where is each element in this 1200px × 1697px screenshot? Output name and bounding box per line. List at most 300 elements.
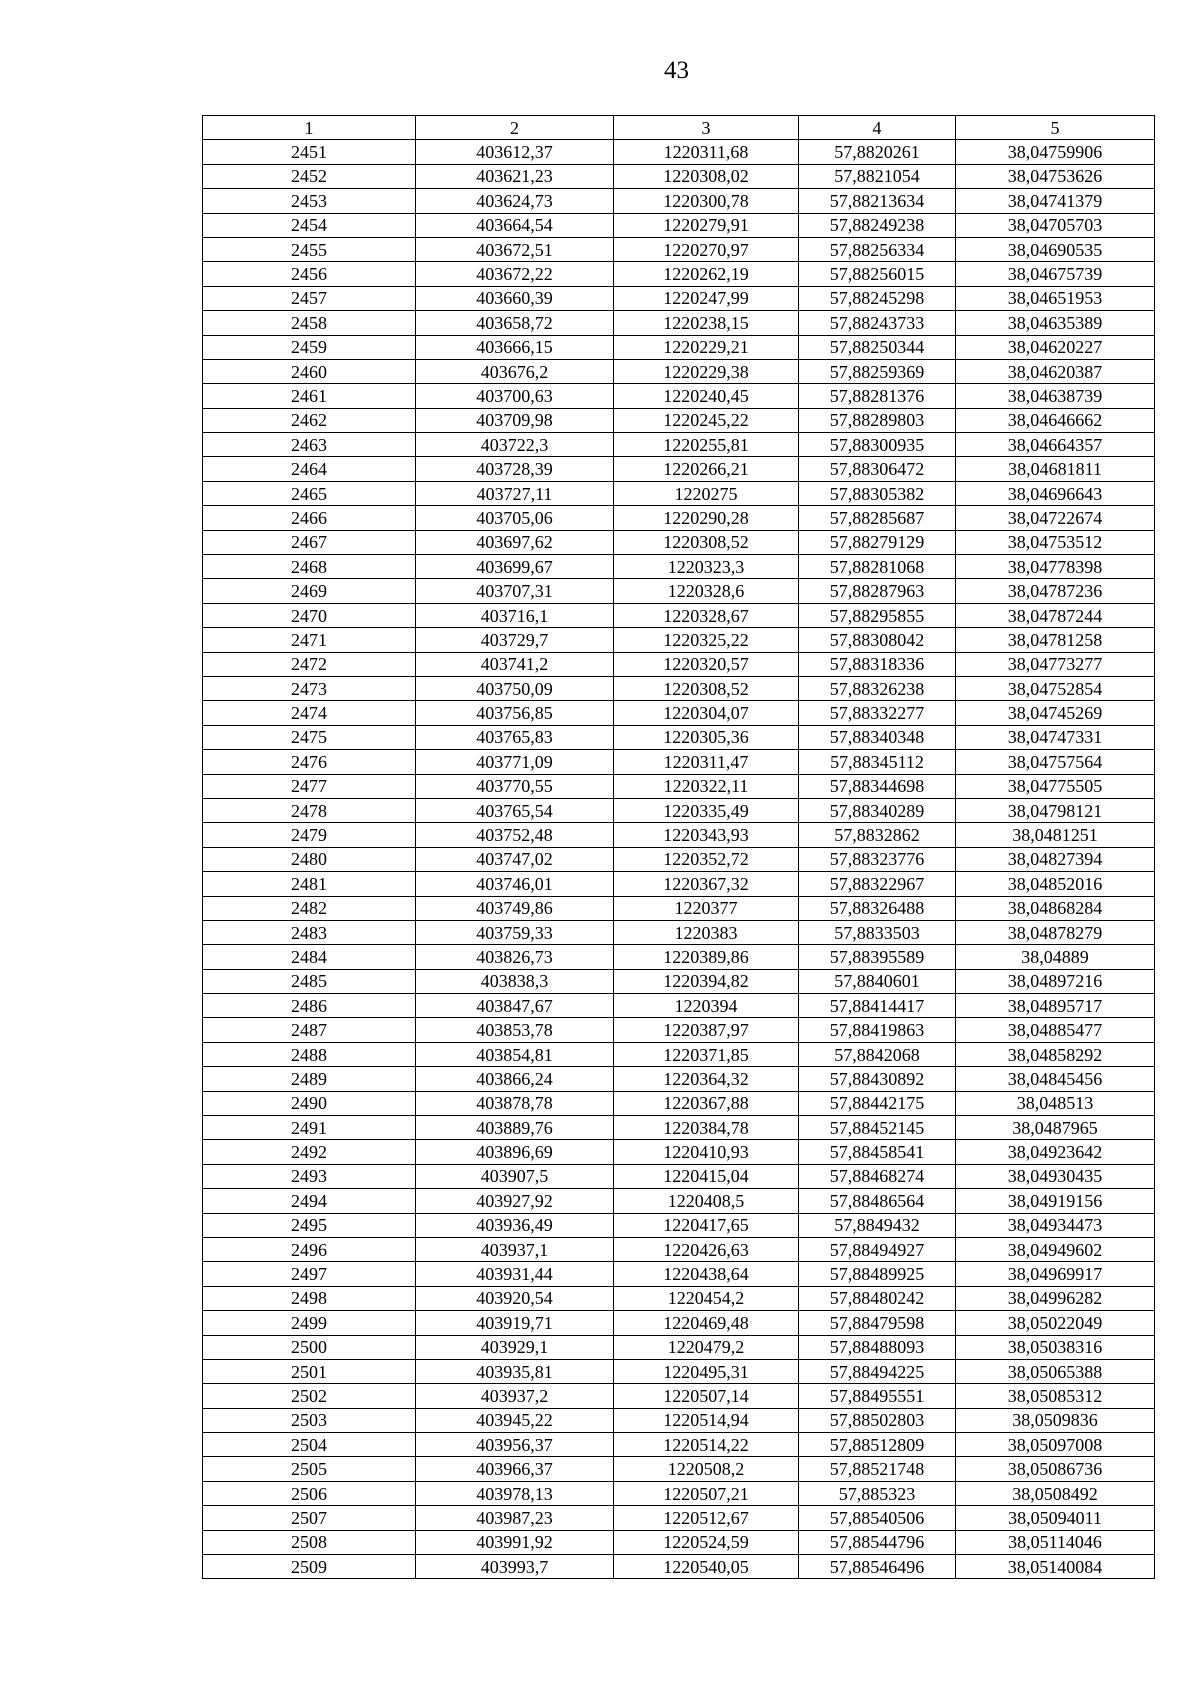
table-cell: 38,04969917	[956, 1262, 1155, 1286]
table-cell: 57,88256015	[799, 262, 956, 286]
table-cell: 403709,98	[416, 408, 614, 432]
table-cell: 38,04745269	[956, 701, 1155, 725]
table-cell: 2469	[203, 579, 416, 603]
table-cell: 57,88281068	[799, 555, 956, 579]
table-cell: 1220479,2	[614, 1335, 799, 1359]
table-cell: 2461	[203, 384, 416, 408]
table-cell: 403749,86	[416, 896, 614, 920]
table-cell: 1220305,36	[614, 725, 799, 749]
table-cell: 1220408,5	[614, 1189, 799, 1213]
table-cell: 2472	[203, 652, 416, 676]
table-cell: 403624,73	[416, 189, 614, 213]
table-cell: 403945,22	[416, 1408, 614, 1432]
table-cell: 403826,73	[416, 945, 614, 969]
table-row	[203, 1018, 1155, 1042]
table-cell: 2497	[203, 1262, 416, 1286]
table-row	[203, 335, 1155, 359]
table-cell: 403750,09	[416, 676, 614, 700]
table-row	[203, 872, 1155, 896]
table-cell: 57,88544796	[799, 1530, 956, 1554]
table-row	[203, 1237, 1155, 1261]
table-cell: 38,04757564	[956, 750, 1155, 774]
table-row	[203, 847, 1155, 871]
table-cell: 403966,37	[416, 1457, 614, 1481]
table-cell: 2473	[203, 676, 416, 700]
table-row	[203, 286, 1155, 310]
table-cell: 57,88332277	[799, 701, 956, 725]
table-cell: 2451	[203, 140, 416, 164]
table-cell: 57,88213634	[799, 189, 956, 213]
table-row	[203, 1555, 1155, 1579]
table-row	[203, 1335, 1155, 1359]
table-cell: 403907,5	[416, 1164, 614, 1188]
table-cell: 38,04759906	[956, 140, 1155, 164]
table-cell: 57,88326238	[799, 676, 956, 700]
table-cell: 1220247,99	[614, 286, 799, 310]
table-cell: 38,04895717	[956, 994, 1155, 1018]
table-cell: 2487	[203, 1018, 416, 1042]
table-cell: 2501	[203, 1359, 416, 1383]
table-row	[203, 652, 1155, 676]
table-cell: 57,88502803	[799, 1408, 956, 1432]
table-cell: 2506	[203, 1481, 416, 1505]
table-cell: 403741,2	[416, 652, 614, 676]
table-header-row	[203, 116, 1155, 140]
table-cell: 1220508,2	[614, 1457, 799, 1481]
table-cell: 57,88488093	[799, 1335, 956, 1359]
table-cell: 403853,78	[416, 1018, 614, 1042]
table-cell: 403722,3	[416, 433, 614, 457]
table-cell: 57,88259369	[799, 359, 956, 383]
table-cell: 1220308,52	[614, 676, 799, 700]
table-row	[203, 1140, 1155, 1164]
table-row	[203, 384, 1155, 408]
table-cell: 1220262,19	[614, 262, 799, 286]
table-row	[203, 603, 1155, 627]
table-cell: 38,04752854	[956, 676, 1155, 700]
table-cell: 38,04773277	[956, 652, 1155, 676]
table-cell: 38,04930435	[956, 1164, 1155, 1188]
table-cell: 2478	[203, 798, 416, 822]
table-cell: 1220328,67	[614, 603, 799, 627]
table-cell: 57,88245298	[799, 286, 956, 310]
table-row	[203, 750, 1155, 774]
table-cell: 403705,06	[416, 506, 614, 530]
table-row	[203, 555, 1155, 579]
table-row	[203, 433, 1155, 457]
table-row	[203, 1384, 1155, 1408]
table-cell: 57,88308042	[799, 628, 956, 652]
table-cell: 38,04690535	[956, 237, 1155, 261]
table-cell: 403676,2	[416, 359, 614, 383]
table-cell: 1220275	[614, 481, 799, 505]
table-cell: 57,88322967	[799, 872, 956, 896]
table-cell: 1220311,68	[614, 140, 799, 164]
table-cell: 1220426,63	[614, 1237, 799, 1261]
table-cell: 403658,72	[416, 311, 614, 335]
table-cell: 57,8833503	[799, 920, 956, 944]
table-cell: 403727,11	[416, 481, 614, 505]
table-cell: 57,88540506	[799, 1506, 956, 1530]
table-cell: 1220255,81	[614, 433, 799, 457]
table-cell: 1220322,11	[614, 774, 799, 798]
table-cell: 57,88287963	[799, 579, 956, 603]
table-cell: 2481	[203, 872, 416, 896]
table-cell: 38,04753512	[956, 530, 1155, 554]
table-cell: 57,88452145	[799, 1116, 956, 1140]
table-cell: 38,04651953	[956, 286, 1155, 310]
table-cell: 57,88305382	[799, 481, 956, 505]
table-cell: 403889,76	[416, 1116, 614, 1140]
table-cell: 1220229,38	[614, 359, 799, 383]
column-header: 1	[203, 116, 416, 140]
table-cell: 57,88521748	[799, 1457, 956, 1481]
table-cell: 57,88279129	[799, 530, 956, 554]
column-header: 2	[416, 116, 614, 140]
table-cell: 2464	[203, 457, 416, 481]
table-row	[203, 530, 1155, 554]
table-row	[203, 237, 1155, 261]
table-cell: 403747,02	[416, 847, 614, 871]
table-cell: 1220507,21	[614, 1481, 799, 1505]
table-cell: 38,04827394	[956, 847, 1155, 871]
table-cell: 2468	[203, 555, 416, 579]
table-cell: 57,88512809	[799, 1433, 956, 1457]
table-cell: 38,04858292	[956, 1042, 1155, 1066]
table-cell: 38,05094011	[956, 1506, 1155, 1530]
table-cell: 38,04878279	[956, 920, 1155, 944]
table-cell: 57,88442175	[799, 1091, 956, 1115]
table-row	[203, 920, 1155, 944]
table-cell: 1220415,04	[614, 1164, 799, 1188]
table-cell: 38,04885477	[956, 1018, 1155, 1042]
table-cell: 2485	[203, 969, 416, 993]
table-cell: 38,04787244	[956, 603, 1155, 627]
table-cell: 57,88250344	[799, 335, 956, 359]
table-cell: 2463	[203, 433, 416, 457]
table-cell: 1220377	[614, 896, 799, 920]
table-cell: 1220495,31	[614, 1359, 799, 1383]
table-cell: 38,04868284	[956, 896, 1155, 920]
table-cell: 2507	[203, 1506, 416, 1530]
table-row	[203, 579, 1155, 603]
table-cell: 403937,2	[416, 1384, 614, 1408]
table-cell: 2471	[203, 628, 416, 652]
table-cell: 403993,7	[416, 1555, 614, 1579]
table-cell: 1220383	[614, 920, 799, 944]
table-cell: 38,04798121	[956, 798, 1155, 822]
table-cell: 38,04635389	[956, 311, 1155, 335]
table-cell: 2462	[203, 408, 416, 432]
table-cell: 38,0487965	[956, 1116, 1155, 1140]
table-cell: 1220304,07	[614, 701, 799, 725]
table-cell: 57,88546496	[799, 1555, 956, 1579]
table-cell: 57,8820261	[799, 140, 956, 164]
table-cell: 38,04787236	[956, 579, 1155, 603]
table-cell: 57,88340348	[799, 725, 956, 749]
table-cell: 403672,51	[416, 237, 614, 261]
table-cell: 38,04646662	[956, 408, 1155, 432]
table-cell: 1220367,88	[614, 1091, 799, 1115]
table-cell: 38,0481251	[956, 823, 1155, 847]
table-cell: 403927,92	[416, 1189, 614, 1213]
table-cell: 57,88306472	[799, 457, 956, 481]
table-row	[203, 945, 1155, 969]
table-cell: 403765,83	[416, 725, 614, 749]
table-cell: 2498	[203, 1286, 416, 1310]
table-cell: 403699,67	[416, 555, 614, 579]
table-cell: 57,8832862	[799, 823, 956, 847]
table-cell: 403700,63	[416, 384, 614, 408]
table-cell: 2490	[203, 1091, 416, 1115]
table-cell: 2452	[203, 164, 416, 188]
table-cell: 2482	[203, 896, 416, 920]
table-row	[203, 213, 1155, 237]
table-cell: 57,88249238	[799, 213, 956, 237]
table-cell: 403756,85	[416, 701, 614, 725]
table-cell: 38,04620387	[956, 359, 1155, 383]
table-cell: 38,05065388	[956, 1359, 1155, 1383]
table-cell: 57,88494927	[799, 1237, 956, 1261]
table-cell: 1220371,85	[614, 1042, 799, 1066]
table-cell: 2456	[203, 262, 416, 286]
table-row	[203, 1311, 1155, 1335]
table-cell: 403987,23	[416, 1506, 614, 1530]
table-row	[203, 1457, 1155, 1481]
table-row	[203, 1359, 1155, 1383]
table-cell: 403935,81	[416, 1359, 614, 1383]
table-cell: 2494	[203, 1189, 416, 1213]
table-cell: 1220514,94	[614, 1408, 799, 1432]
table-cell: 2495	[203, 1213, 416, 1237]
table-cell: 57,88480242	[799, 1286, 956, 1310]
table-row	[203, 676, 1155, 700]
table-cell: 403919,71	[416, 1311, 614, 1335]
table-cell: 57,88419863	[799, 1018, 956, 1042]
table-cell: 57,88458541	[799, 1140, 956, 1164]
table-cell: 2460	[203, 359, 416, 383]
table-row	[203, 262, 1155, 286]
table-cell: 57,8840601	[799, 969, 956, 993]
table-cell: 403931,44	[416, 1262, 614, 1286]
table-row	[203, 1116, 1155, 1140]
table-cell: 2493	[203, 1164, 416, 1188]
table-cell: 57,885323	[799, 1481, 956, 1505]
table-cell: 1220300,78	[614, 189, 799, 213]
table-cell: 2458	[203, 311, 416, 335]
table-cell: 2477	[203, 774, 416, 798]
table-row	[203, 1481, 1155, 1505]
table-cell: 403937,1	[416, 1237, 614, 1261]
table-cell: 403920,54	[416, 1286, 614, 1310]
table-cell: 1220384,78	[614, 1116, 799, 1140]
table-cell: 2475	[203, 725, 416, 749]
table-cell: 2467	[203, 530, 416, 554]
table-row	[203, 1091, 1155, 1115]
table-cell: 403707,31	[416, 579, 614, 603]
table-cell: 403936,49	[416, 1213, 614, 1237]
table-cell: 403752,48	[416, 823, 614, 847]
table-cell: 2488	[203, 1042, 416, 1066]
table-row	[203, 1408, 1155, 1432]
table-cell: 1220387,97	[614, 1018, 799, 1042]
table-cell: 57,88479598	[799, 1311, 956, 1335]
table-cell: 38,04934473	[956, 1213, 1155, 1237]
table-row	[203, 1262, 1155, 1286]
table-cell: 403878,78	[416, 1091, 614, 1115]
table-cell: 403621,23	[416, 164, 614, 188]
table-cell: 2465	[203, 481, 416, 505]
table-row	[203, 189, 1155, 213]
table-cell: 38,04722674	[956, 506, 1155, 530]
table-row	[203, 994, 1155, 1018]
table-cell: 1220394	[614, 994, 799, 1018]
table-row	[203, 969, 1155, 993]
table-cell: 38,04775505	[956, 774, 1155, 798]
table-cell: 57,8842068	[799, 1042, 956, 1066]
table-row	[203, 1042, 1155, 1066]
table-cell: 1220540,05	[614, 1555, 799, 1579]
table-row	[203, 798, 1155, 822]
table-cell: 38,04897216	[956, 969, 1155, 993]
table-row	[203, 457, 1155, 481]
table-row	[203, 701, 1155, 725]
table-cell: 2502	[203, 1384, 416, 1408]
table-cell: 403978,13	[416, 1481, 614, 1505]
table-cell: 403854,81	[416, 1042, 614, 1066]
table-cell: 2504	[203, 1433, 416, 1457]
table-cell: 38,04845456	[956, 1067, 1155, 1091]
table-cell: 2508	[203, 1530, 416, 1554]
table-cell: 1220512,67	[614, 1506, 799, 1530]
table-cell: 1220320,57	[614, 652, 799, 676]
table-cell: 403866,24	[416, 1067, 614, 1091]
table-row	[203, 311, 1155, 335]
table-cell: 38,05140084	[956, 1555, 1155, 1579]
table-cell: 38,05114046	[956, 1530, 1155, 1554]
table-cell: 57,88345112	[799, 750, 956, 774]
table-cell: 403746,01	[416, 872, 614, 896]
table-cell: 2474	[203, 701, 416, 725]
table-cell: 1220308,02	[614, 164, 799, 188]
table-row	[203, 1286, 1155, 1310]
table-cell: 38,0509836	[956, 1408, 1155, 1432]
table-cell: 38,05097008	[956, 1433, 1155, 1457]
table-cell: 1220514,22	[614, 1433, 799, 1457]
table-cell: 57,88326488	[799, 896, 956, 920]
table-cell: 1220325,22	[614, 628, 799, 652]
table-cell: 1220308,52	[614, 530, 799, 554]
table-cell: 57,8821054	[799, 164, 956, 188]
table-cell: 403728,39	[416, 457, 614, 481]
table-cell: 38,04638739	[956, 384, 1155, 408]
table-cell: 403929,1	[416, 1335, 614, 1359]
table-cell: 1220270,97	[614, 237, 799, 261]
table-cell: 38,04681811	[956, 457, 1155, 481]
table-cell: 1220311,47	[614, 750, 799, 774]
table-row	[203, 774, 1155, 798]
table-cell: 1220240,45	[614, 384, 799, 408]
table-cell: 1220238,15	[614, 311, 799, 335]
table-cell: 2470	[203, 603, 416, 627]
table-cell: 38,04696643	[956, 481, 1155, 505]
table-cell: 2457	[203, 286, 416, 310]
column-header: 4	[799, 116, 956, 140]
table-cell: 2484	[203, 945, 416, 969]
table-cell: 57,88495551	[799, 1384, 956, 1408]
table-row	[203, 408, 1155, 432]
table-cell: 2492	[203, 1140, 416, 1164]
table-row	[203, 359, 1155, 383]
table-cell: 403716,1	[416, 603, 614, 627]
table-cell: 2454	[203, 213, 416, 237]
table-cell: 2453	[203, 189, 416, 213]
table-cell: 403896,69	[416, 1140, 614, 1164]
coordinates-table	[202, 115, 1155, 1579]
table-cell: 38,05022049	[956, 1311, 1155, 1335]
table-cell: 2503	[203, 1408, 416, 1432]
table-cell: 2491	[203, 1116, 416, 1140]
table-cell: 38,04781258	[956, 628, 1155, 652]
table-cell: 403612,37	[416, 140, 614, 164]
table-cell: 57,88395589	[799, 945, 956, 969]
table-cell: 2483	[203, 920, 416, 944]
table-cell: 403770,55	[416, 774, 614, 798]
table-row	[203, 1213, 1155, 1237]
table-cell: 57,88414417	[799, 994, 956, 1018]
table-cell: 1220394,82	[614, 969, 799, 993]
table-cell: 38,04753626	[956, 164, 1155, 188]
table-cell: 403660,39	[416, 286, 614, 310]
table-cell: 2466	[203, 506, 416, 530]
table-cell: 403847,67	[416, 994, 614, 1018]
table-cell: 2486	[203, 994, 416, 1018]
table-cell: 57,88468274	[799, 1164, 956, 1188]
table-cell: 1220410,93	[614, 1140, 799, 1164]
table-cell: 38,04705703	[956, 213, 1155, 237]
table-cell: 1220245,22	[614, 408, 799, 432]
table-cell: 1220417,65	[614, 1213, 799, 1237]
table-cell: 403956,37	[416, 1433, 614, 1457]
table-cell: 57,88489925	[799, 1262, 956, 1286]
table-cell: 2505	[203, 1457, 416, 1481]
table-cell: 38,05085312	[956, 1384, 1155, 1408]
table-cell: 38,04664357	[956, 433, 1155, 457]
table-cell: 1220524,59	[614, 1530, 799, 1554]
table-cell: 1220367,32	[614, 872, 799, 896]
table-cell: 57,88323776	[799, 847, 956, 871]
table-cell: 57,88344698	[799, 774, 956, 798]
table-row	[203, 1433, 1155, 1457]
table-cell: 403771,09	[416, 750, 614, 774]
table-cell: 403672,22	[416, 262, 614, 286]
table-cell: 2500	[203, 1335, 416, 1359]
table-row	[203, 823, 1155, 847]
table-cell: 1220229,21	[614, 335, 799, 359]
table-row	[203, 628, 1155, 652]
table-cell: 2499	[203, 1311, 416, 1335]
table-cell: 403697,62	[416, 530, 614, 554]
table-cell: 2480	[203, 847, 416, 871]
table-row	[203, 1530, 1155, 1554]
table-row	[203, 164, 1155, 188]
table-cell: 57,88295855	[799, 603, 956, 627]
table-cell: 57,88289803	[799, 408, 956, 432]
table-cell: 1220266,21	[614, 457, 799, 481]
table-cell: 57,88285687	[799, 506, 956, 530]
table-cell: 403664,54	[416, 213, 614, 237]
table-cell: 38,04620227	[956, 335, 1155, 359]
